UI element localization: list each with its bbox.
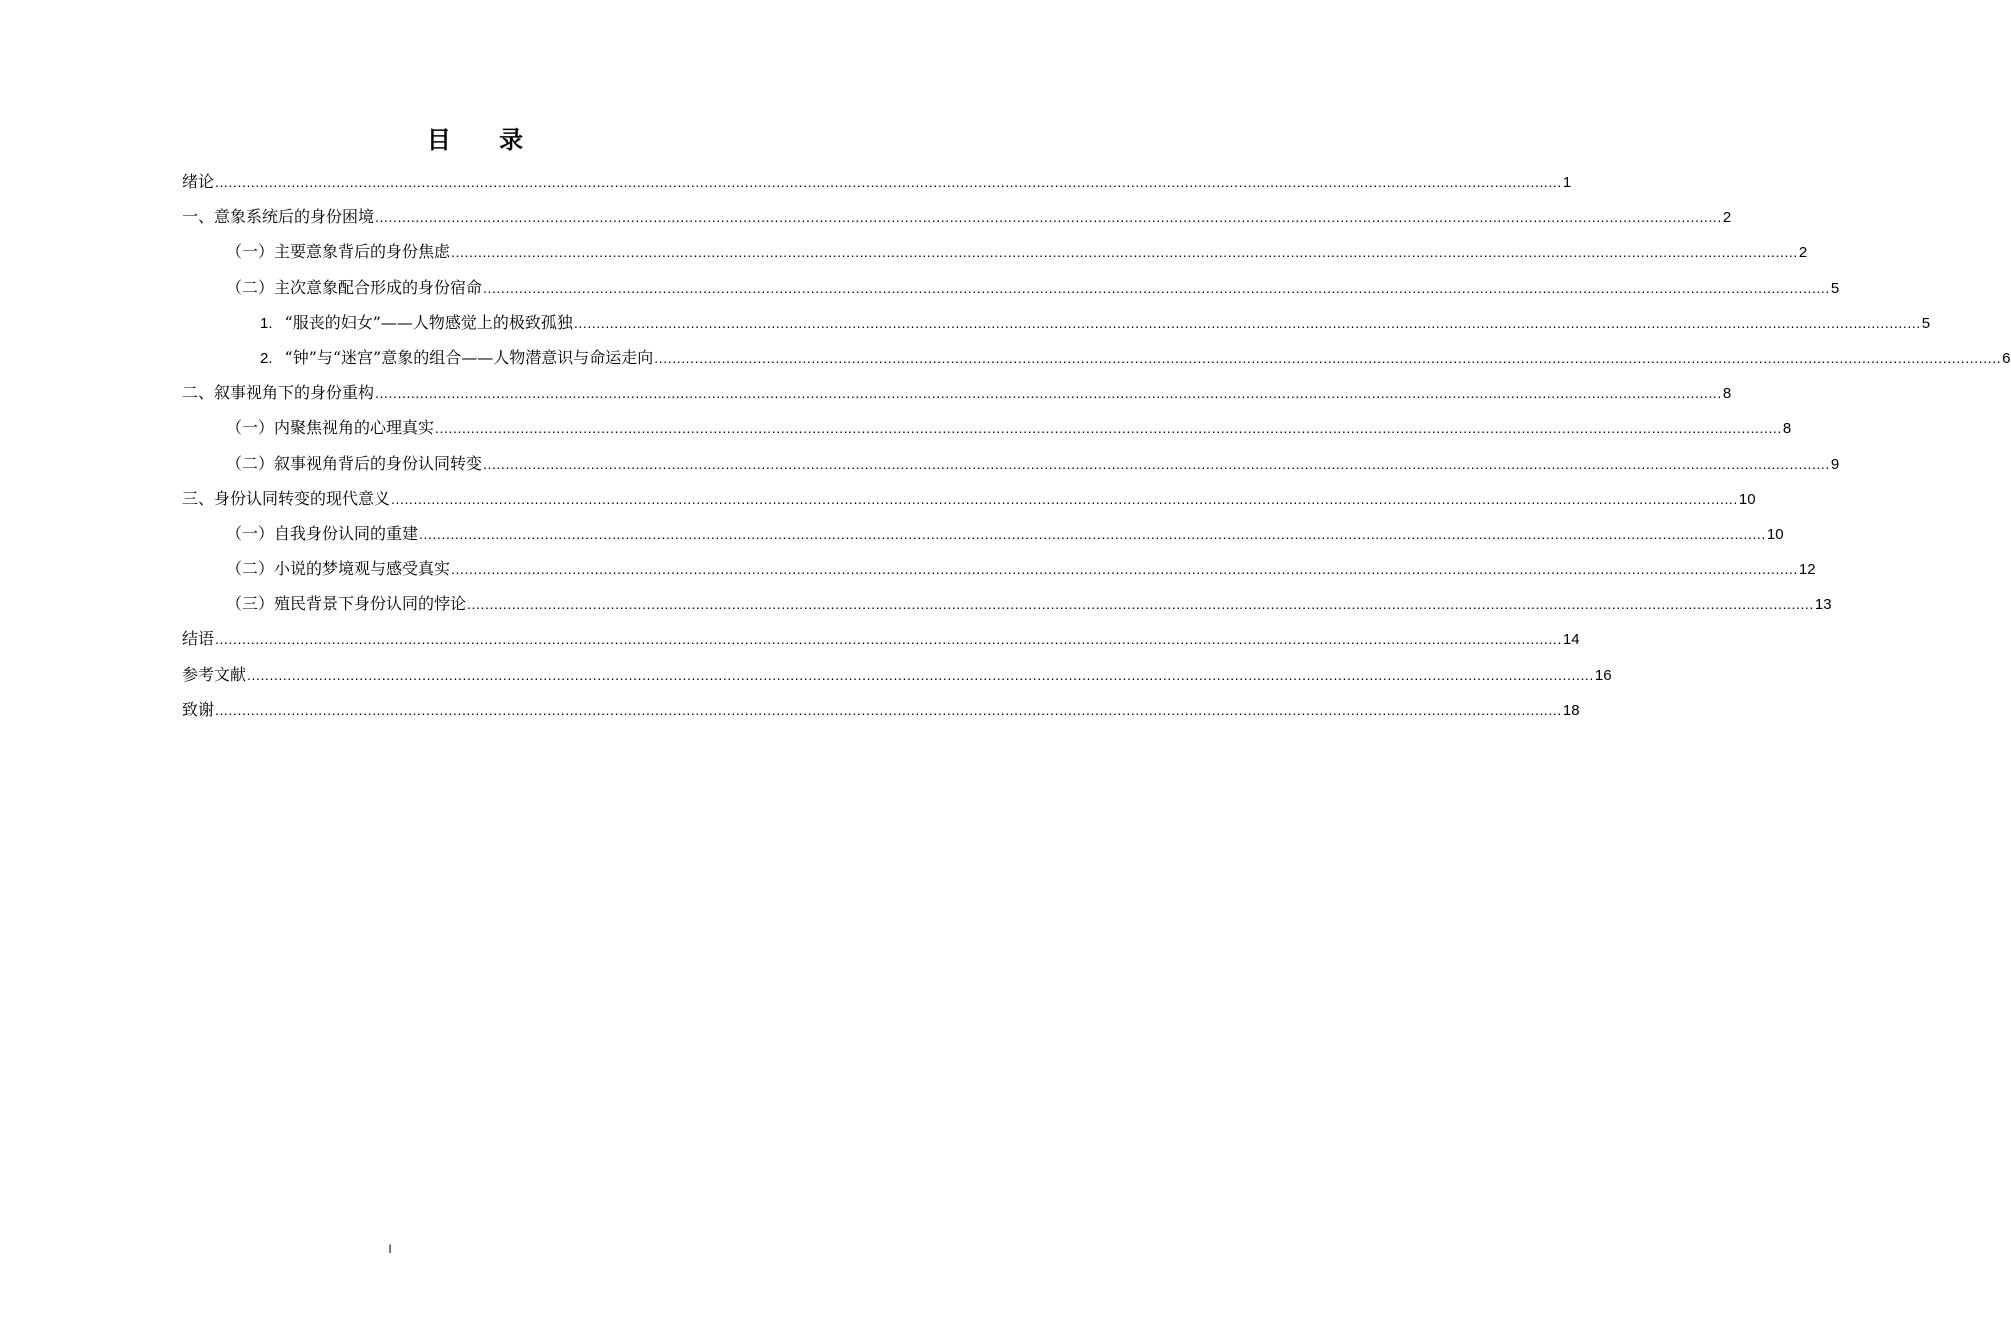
toc-entry[interactable] xyxy=(182,621,1580,656)
toc-entry-page-number: 10 xyxy=(1738,490,1756,508)
toc-dot-leader: ............................................................................................................................................................................................................................................................................................................ xyxy=(375,385,1722,402)
toc-entry[interactable] xyxy=(182,410,1792,445)
toc-entry[interactable] xyxy=(182,657,1612,692)
toc-entry-page-number: 8 xyxy=(1782,420,1792,438)
toc-dot-leader: ............................................................................................................................................................................................................................................................................................................ xyxy=(375,209,1722,226)
toc-entry-title: “钟”与“迷宫”意象的组合——人物潜意识与命运走向 xyxy=(284,347,654,367)
toc-entry[interactable] xyxy=(182,199,1732,234)
toc-dot-leader: ............................................................................................................................................................................................................................................................................................................ xyxy=(435,420,1782,437)
toc-entry-title: 二、叙事视角下的身份重构 xyxy=(182,383,375,403)
toc-entry-title: （二）叙事视角背后的身份认同转变 xyxy=(226,453,483,473)
toc-entry-page-number: 16 xyxy=(1594,666,1612,684)
toc-entry-page-number: 13 xyxy=(1814,596,1832,614)
toc-dot-leader: ............................................................................................................................................................................................................................................................................................................ xyxy=(483,455,1830,472)
toc-dot-leader: ............................................................................................................................................................................................................................................................................................................ xyxy=(419,525,1766,542)
toc-dot-leader: ............................................................................................................................................................................................................................................................................................................ xyxy=(247,666,1594,683)
toc-dot-leader: ............................................................................................................................................................................................................................................................................................................ xyxy=(391,490,1738,507)
toc-entry[interactable] xyxy=(182,234,1808,269)
toc-entry-page-number: 18 xyxy=(1562,701,1580,719)
toc-dot-leader: ............................................................................................................................................................................................................................................................................................................ xyxy=(654,349,2002,366)
toc-dot-leader: ............................................................................................................................................................................................................................................................................................................ xyxy=(483,279,1830,296)
toc-entry-page-number: 1 xyxy=(1562,174,1572,191)
table-of-contents xyxy=(182,164,2011,727)
toc-dot-leader: ............................................................................................................................................................................................................................................................................................................ xyxy=(573,314,1921,331)
toc-entry[interactable] xyxy=(182,305,1931,340)
toc-entry-page-number: 2 xyxy=(1722,209,1732,227)
toc-entry-title: （三）殖民背景下身份认同的悖论 xyxy=(226,594,467,614)
toc-entry[interactable] xyxy=(182,551,1816,586)
toc-entry-page-number: 2 xyxy=(1798,244,1808,262)
toc-entry-number: 1. xyxy=(260,314,273,332)
toc-entry-title: “服丧的妇女”——人物感觉上的极致孤独 xyxy=(284,312,573,332)
toc-entry[interactable] xyxy=(182,164,1572,199)
toc-entry-page-number: 9 xyxy=(1830,455,1840,473)
toc-entry-title: 致谢 xyxy=(182,699,215,719)
toc-entry-title: 结语 xyxy=(182,629,215,649)
toc-entry-title: 三、身份认同转变的现代意义 xyxy=(182,488,391,508)
toc-entry-page-number: 6 xyxy=(2002,349,2011,367)
toc-entry-page-number: 8 xyxy=(1722,385,1732,403)
toc-entry[interactable] xyxy=(182,340,2011,375)
toc-dot-leader: ............................................................................................................................................................................................................................................................................................................ xyxy=(451,561,1798,578)
toc-entry-title: （一）内聚焦视角的心理真实 xyxy=(226,418,435,438)
toc-entry-page-number: 5 xyxy=(1921,314,1931,332)
toc-entry[interactable] xyxy=(182,692,1580,727)
toc-entry-page-number: 12 xyxy=(1798,561,1816,579)
toc-entry-title: 绪论 xyxy=(182,172,215,191)
toc-entry[interactable] xyxy=(182,586,1832,621)
toc-entry-page-number: 14 xyxy=(1562,631,1580,649)
toc-entry[interactable] xyxy=(182,446,1840,481)
toc-entry-page-number: 5 xyxy=(1830,279,1840,297)
toc-entry[interactable] xyxy=(182,516,1784,551)
toc-entry[interactable] xyxy=(182,270,1840,305)
toc-entry[interactable] xyxy=(182,375,1732,410)
toc-entry-title: （一）主要意象背后的身份焦虑 xyxy=(226,242,451,262)
toc-dot-leader: ............................................................................................................................................................................................................................................................................................................ xyxy=(215,631,1562,648)
toc-entry-number: 2. xyxy=(260,349,273,367)
toc-entry-title: （二）主次意象配合形成的身份宿命 xyxy=(226,277,483,297)
toc-entry-title: 一、意象系统后的身份困境 xyxy=(182,207,375,227)
page-number-footer: I xyxy=(388,1242,392,1256)
toc-dot-leader: ............................................................................................................................................................................................................................................................................................................ xyxy=(451,244,1798,261)
toc-entry-title: 参考文献 xyxy=(182,664,247,684)
page-title: 目 录 xyxy=(426,125,544,154)
toc-entry[interactable] xyxy=(182,481,1756,516)
toc-dot-leader: ............................................................................................................................................................................................................................................................................................................ xyxy=(215,174,1562,190)
toc-entry-title: （二）小说的梦境观与感受真实 xyxy=(226,559,451,579)
toc-dot-leader: ............................................................................................................................................................................................................................................................................................................ xyxy=(467,596,1814,613)
toc-entry-page-number: 10 xyxy=(1766,525,1784,543)
toc-dot-leader: ............................................................................................................................................................................................................................................................................................................ xyxy=(215,701,1562,718)
toc-entry-title: （一）自我身份认同的重建 xyxy=(226,523,419,543)
